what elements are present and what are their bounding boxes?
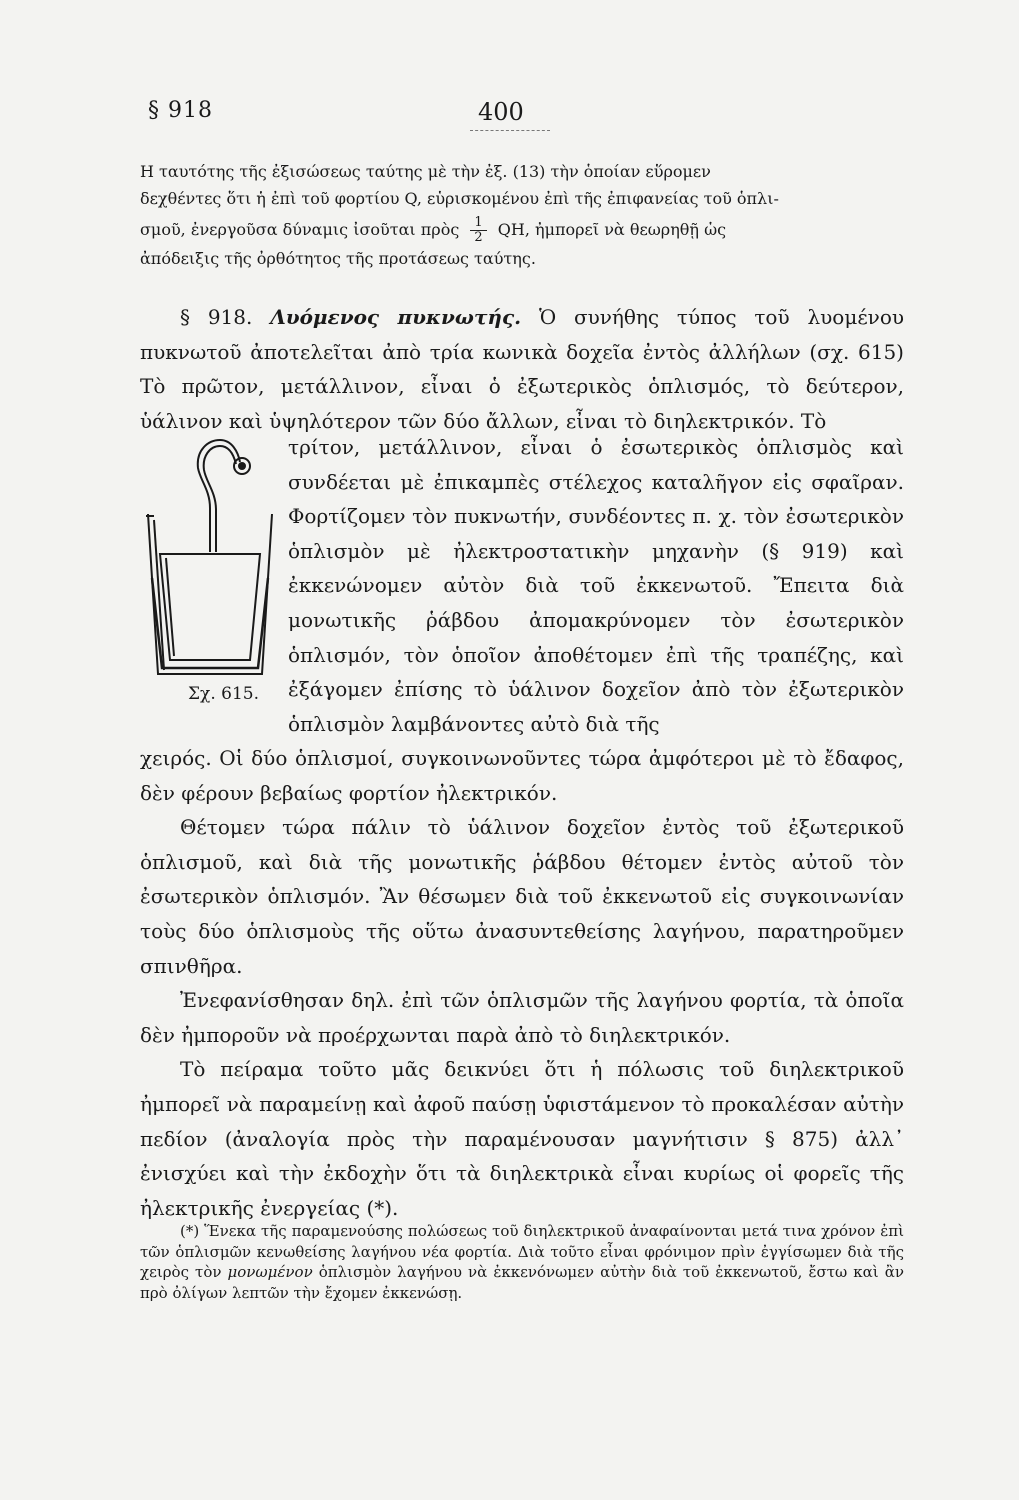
- section-intro-text: Ὁ συνήθης τύπος τοῦ λυομένου πυκνωτοῦ ἀποτελεῖται ἀπὸ τρία κωνικὰ δοχεῖα ἐντὸς ἀλλήλων (σχ. 615) Τὸ πρῶτον, μετάλλινον, εἶναι ὁ ἐξωτερικὸς ὁπλισμός, τὸ δεύτερον, ὑάλινον καὶ ὑψηλότερον τῶν δύο ἄλλων, εἶναι τὸ διηλεκτρικόν. Τὸ: [140, 305, 905, 433]
- section-number: § 918.: [180, 305, 253, 329]
- section-918-intro: [140, 300, 904, 438]
- fraction-denominator: 2: [474, 230, 483, 245]
- header-rule: [470, 130, 550, 131]
- wrapped-text: τρίτον, μετάλλινον, εἶναι ὁ ἐσωτερικὸς ὁπλισμὸς καὶ συνδέεται μὲ ἐπικαμπὲς στέλεχος καταλῆγον εἰς σφαῖραν. Φορτίζομεν τὸν πυκνωτήν, συνδέοντες π. χ. τὸν ἐσωτερικὸν ὁπλισμὸν μὲ ἠλεκτροστατικὴν μηχανὴν (§ 919) καὶ ἐκκενώνομεν αὐτὸν διὰ τοῦ ἐκκενωτοῦ. Ἔπειτα διὰ μονωτικῆς ῥάβδου ἀπομακρύνομεν τὸν ἐσωτερικὸν ὁπλισμόν, τὸν ὁποῖον ἀποθέτομεν ἐπὶ τῆς τραπέζης, καὶ ἐξάγομεν ἐπίσης τὸ ὑάλινον δοχεῖον ἀπὸ τὸν ἐξωτερικὸν ὁπλισμὸν λαμβάνοντες αὐτὸ διὰ τῆς: [288, 435, 904, 736]
- prev-line-2: δεχθέντες ὅτι ἡ ἐπὶ τοῦ φορτίου Q, εὑρισκομένου ἐπὶ τῆς ἐπιφανείας τοῦ ὁπλι-: [140, 189, 779, 208]
- previous-paragraph: [140, 158, 904, 272]
- fraction-numerator: 1: [470, 216, 486, 231]
- page-number: 400: [478, 98, 524, 126]
- body-after-figure: [140, 741, 904, 1225]
- prev-line-1: Η ταυτότης τῆς ἐξισώσεως ταύτης μὲ τὴν ἐξ. (13) τὴν ὁποίαν εὕρομεν: [140, 162, 711, 181]
- figure-caption: Σχ. 615.: [188, 684, 259, 704]
- inner-coating: [160, 554, 260, 660]
- prev-line-4: ἀπόδειξις τῆς ὀρθότητος τῆς προτάσεως ταύτης.: [140, 249, 536, 268]
- header-section-ref: § 918: [148, 98, 213, 123]
- prev-line-3: [140, 216, 904, 245]
- section-title: Λυόμενος πυκνωτής.: [270, 305, 522, 329]
- footnote-part-2: ὁπλισμὸν λαγήνου νὰ ἐκκενόνωμεν αὐτὴν διὰ τοῦ ἐκκενωτοῦ, ἔστω καὶ ἂν πρὸ ὀλίγων λεπτῶν τὴν ἔχομεν ἐκκενώσῃ.: [140, 1263, 904, 1302]
- condenser-figure: [140, 430, 288, 710]
- footnote-italic: μονωμένον: [227, 1263, 313, 1281]
- footnote: [140, 1221, 904, 1303]
- paragraph-after-wrap: χειρός. Οἱ δύο ὁπλισμοί, συγκοινωνοῦντες τώρα ἀμφότεροι μὲ τὸ ἔδαφος, δὲν φέρουν βεβαίως φορτίον ἠλεκτρικόν.: [140, 746, 904, 805]
- paragraph-4: Τὸ πείραμα τοῦτο μᾶς δεικνύει ὅτι ἡ πόλωσις τοῦ διηλεκτρικοῦ ἠμπορεῖ νὰ παραμείνῃ καὶ ἀφοῦ παύσῃ ὑφιστάμενον τὸ προκαλέσαν αὐτὴν πεδίον (ἀναλογία πρὸς τὴν παραμένουσαν μαγνήτισιν § 875) ἀλλ᾽ ἐνισχύει καὶ τὴν ἐκδοχὴν ὅτι τὰ διηλεκτρικὰ εἶναι κυρίως οἱ φορεῖς τῆς ἠλεκτρικῆς ἐνεργείας (*).: [140, 1057, 904, 1220]
- fraction-half: [470, 216, 486, 245]
- prev-line-3-end: QH, ἠμπορεῖ νὰ θεωρηθῇ ὡς: [497, 220, 727, 239]
- prev-line-3-start: σμοῦ, ἐνεργοῦσα δύναμις ἰσοῦται πρὸς: [140, 220, 460, 239]
- footnote-part-1: (*) Ἕνεκα τῆς παραμενούσης πολώσεως τοῦ διηλεκτρικοῦ ἀναφαίνονται μετά τινα χρόνον ἐπὶ τῶν ὁπλισμῶν κενωθείσης λαγήνου νέα φορτία. Διὰ τοῦτο εἶναι φρόνιμον πρὶν ἐγγίσωμεν διὰ τῆς χειρὸς τὸν: [140, 1222, 904, 1281]
- paragraph-2: Θέτομεν τώρα πάλιν τὸ ὑάλινον δοχεῖον ἐντὸς τοῦ ἐξωτερικοῦ ὁπλισμοῦ, καὶ διὰ τῆς μονωτικῆς ῥάβδου θέτομεν ἐντὸς αὐτοῦ τὸν ἐσωτερικὸν ὁπλισμόν. Ἂν θέσωμεν διὰ τοῦ ἐκκενωτοῦ εἰς συγκοινωνίαν τοὺς δύο ὁπλισμοὺς τῆς οὕτω ἀνασυντεθείσης λαγήνου, παρατηροῦμεν σπινθῆρα.: [140, 815, 904, 978]
- paragraph-3: Ἐνεφανίσθησαν δηλ. ἐπὶ τῶν ὁπλισμῶν τῆς λαγήνου φορτία, τὰ ὁποῖα δὲν ἠμποροῦν νὰ προέρχωνται παρὰ ἀπὸ τὸ διηλεκτρικόν.: [140, 988, 904, 1047]
